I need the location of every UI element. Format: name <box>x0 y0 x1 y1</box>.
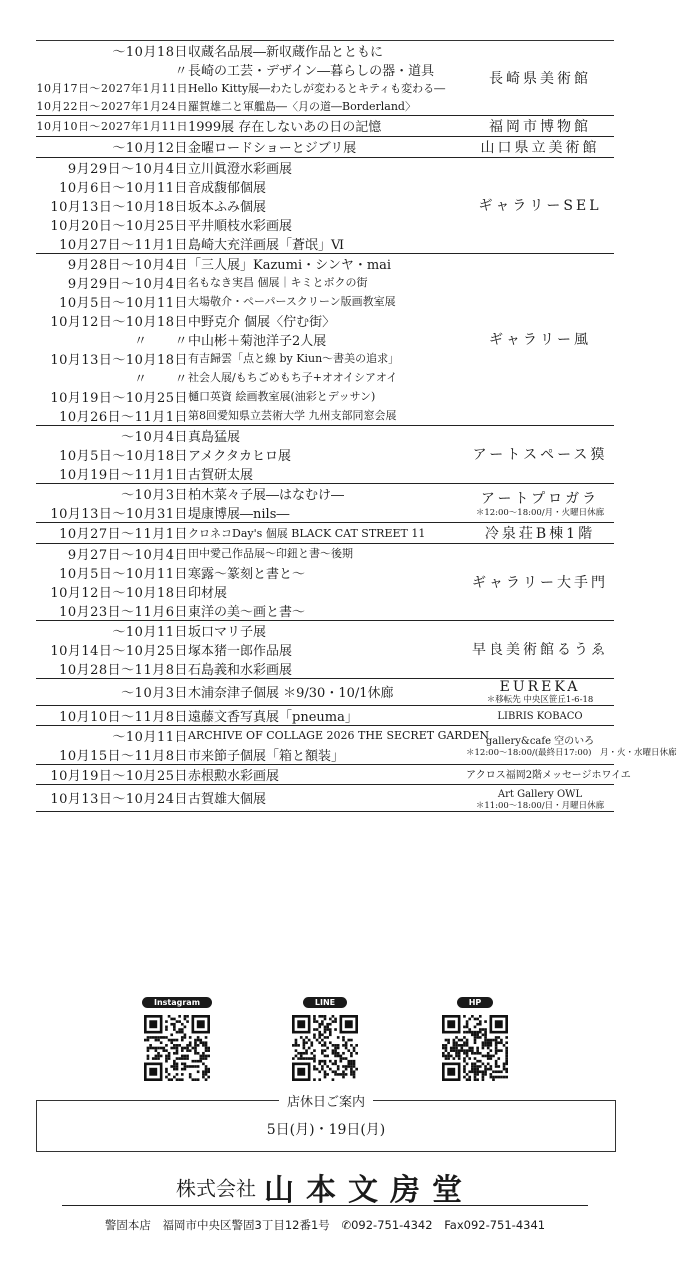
exhibition-dates: ～10月12日 <box>36 136 188 157</box>
exhibition-title: 柏木菜々子展―はなむけ― <box>188 487 345 503</box>
exhibition-title: 大場敬介・ペーパースクリーン版画教室展 <box>188 295 396 309</box>
exhibition-row <box>36 115 614 136</box>
exhibition-row <box>36 705 614 725</box>
exhibition-title: 中山彬＋菊池洋子2人展 <box>188 333 327 349</box>
exhibition-dates: 〃 〃 <box>133 333 188 349</box>
venue-cell <box>466 136 614 157</box>
exhibition-title: 東洋の美～画と書～ <box>188 601 466 621</box>
exhibition-title: 堤康博展―nils― <box>188 503 466 523</box>
venue-cell <box>466 705 614 725</box>
exhibition-dates: 10月10日～2027年1月11日 <box>36 115 188 136</box>
exhibition-title: 印材展 <box>188 585 228 601</box>
exhibition-title: 立川眞澄水彩画展 <box>188 161 293 177</box>
exhibition-title: 島崎大充洋画展「蒼氓」Ⅵ <box>188 234 466 254</box>
exhibition-dates: ～10月11日 <box>112 729 188 745</box>
venue-note: ＊12:00～18:00/月・火曜日休廊 <box>475 507 605 518</box>
qr-code-row <box>0 990 650 1080</box>
venue-cell <box>466 157 614 253</box>
venue-name: EUREKA <box>499 678 581 695</box>
exhibition-title: 坂本ふみ個展 <box>188 199 267 215</box>
exhibition-title: ARCHIVE OF COLLAGE 2026 THE SECRET GARDEN <box>188 728 490 742</box>
exhibition-dates: 10月26日～11月1日 <box>36 406 188 426</box>
exhibition-title: 音成馥郁個展 <box>188 180 267 196</box>
venue-note: ＊移転先 中央区笹丘1-6-18 <box>486 694 594 705</box>
venue-name: アクロス福岡2階メッセージホワイエ <box>466 770 631 782</box>
venue-name: 長崎県美術館 <box>489 70 591 87</box>
exhibition-dates: ～10月18日 <box>36 41 188 61</box>
exhibition-title: 中野克介 個展〈佇む街〉 <box>188 314 336 330</box>
exhibition-dates: 10月12日～10月18日 <box>50 314 188 330</box>
exhibition-dates: 10月5日～10月11日 <box>59 566 188 582</box>
phone-number[interactable]: ✆092-751-4342 <box>341 1218 433 1232</box>
venue-name: 山口県立美術館 <box>480 139 600 156</box>
venue-name: gallery&cafe 空のいろ <box>485 735 595 747</box>
exhibition-dates: ～10月11日 <box>112 624 188 640</box>
exhibition-row <box>36 725 614 745</box>
exhibition-dates: ～10月4日 <box>121 429 188 445</box>
venue-name: 早良美術館るうゑ <box>472 642 608 659</box>
exhibition-title: 金曜ロードショーとジブリ展 <box>188 136 466 157</box>
exhibition-title: 古賀研太展 <box>188 464 466 484</box>
exhibition-dates: 9月28日～10月4日 <box>67 257 188 273</box>
holiday-title: 店休日ご案内 <box>279 1095 373 1110</box>
exhibition-title: 石島義和水彩画展 <box>188 659 466 679</box>
exhibition-dates: 10月22日～2027年1月24日 <box>36 97 188 115</box>
venue-name: アートスペース獏 <box>472 447 608 464</box>
exhibition-title: 1999展 存在しないあの日の記憶 <box>188 115 466 136</box>
exhibition-table <box>36 40 677 812</box>
exhibition-dates: 10月5日～10月18日 <box>59 448 188 464</box>
exhibition-title: 「三人展」Kazumi・シンヤ・mai <box>188 257 392 273</box>
venue-name: Art Gallery OWL <box>497 788 583 800</box>
exhibition-dates: 10月28日～11月8日 <box>36 659 188 679</box>
exhibition-title: 名もなき実昌 個展｜キミとボクの街 <box>188 276 368 290</box>
exhibition-dates: 9月29日～10月4日 <box>67 161 188 177</box>
exhibition-dates: 10月19日～10月25日 <box>36 764 188 784</box>
exhibition-dates: 9月27日～10月4日 <box>67 547 188 563</box>
exhibition-row <box>36 764 614 784</box>
venue-cell <box>466 483 614 522</box>
venue-name: 福岡市博物館 <box>489 118 591 135</box>
venue-cell <box>466 764 631 784</box>
exhibition-title: Hello Kitty展―わたしが変わるとキティも変わる― <box>188 82 446 96</box>
venue-cell <box>466 678 614 705</box>
exhibition-title: 第8回愛知県立芸術大学 九州支部同窓会展 <box>188 406 466 426</box>
company-name <box>0 1165 650 1209</box>
exhibition-title: 赤根勲水彩画展 <box>188 764 466 784</box>
exhibition-title: 塚本猪一郎作品展 <box>188 643 293 659</box>
exhibition-dates: 10月20日～10月25日 <box>50 218 188 234</box>
exhibition-row <box>36 425 614 445</box>
qr-code-icon <box>144 1015 210 1081</box>
exhibition-title: 社会人展/もちごめもち子+オオイシアオイ <box>188 371 398 385</box>
exhibition-dates: 10月10日～11月8日 <box>36 705 188 725</box>
exhibition-listings <box>36 40 677 812</box>
exhibition-row <box>36 41 614 61</box>
qr-label-line: LINE <box>303 997 347 1008</box>
exhibition-dates: 10月27日～11月1日 <box>36 234 188 254</box>
exhibition-dates: 10月13日～10月31日 <box>36 503 188 523</box>
venue-cell <box>466 41 614 116</box>
store-address: 福岡市中央区警固3丁目12番1号 <box>162 1218 330 1232</box>
exhibition-title: クロネコDay's 個展 BLACK CAT STREET 11 <box>188 522 466 543</box>
exhibition-row <box>36 483 614 503</box>
exhibition-dates: 10月6日～10月11日 <box>59 180 188 196</box>
venue-name: アートプロガラ <box>480 490 600 507</box>
qr-hp[interactable] <box>435 990 515 1081</box>
venue-name: ギャラリー大手門 <box>472 574 608 591</box>
store-name: 警固本店 <box>104 1218 151 1232</box>
holiday-dates: 5日(月)・19日(月) <box>266 1122 386 1138</box>
exhibition-title: 真島猛展 <box>188 429 241 445</box>
exhibition-title: 古賀雄大個展 <box>188 784 466 811</box>
exhibition-title: 樋口英資 絵画教室展(油彩とデッサン) <box>188 390 376 404</box>
company-brand: 山本文房堂 <box>264 1173 474 1208</box>
venue-cell <box>466 253 614 425</box>
divider <box>62 1205 588 1206</box>
exhibition-title: 木浦奈津子個展 ＊9/30・10/1休廊 <box>188 678 466 705</box>
exhibition-title: 有吉歸雲「点と線 by Kiun～書美の追求」 <box>188 352 400 366</box>
qr-code-icon <box>442 1015 508 1081</box>
exhibition-dates: 10月27日～11月1日 <box>36 522 188 543</box>
venue-cell <box>466 115 614 136</box>
venue-cell <box>466 543 614 620</box>
qr-line[interactable] <box>285 990 365 1081</box>
venue-note: ＊11:00～18:00/日・月曜日休廊 <box>475 800 605 811</box>
exhibition-dates: 10月12日～10月18日 <box>50 585 188 601</box>
exhibition-dates: 10月19日～11月1日 <box>36 464 188 484</box>
exhibition-dates: 9月29日～10月4日 <box>67 276 188 292</box>
exhibition-dates: 10月17日～2027年1月11日 <box>36 82 188 96</box>
exhibition-dates: 10月13日～10月18日 <box>50 352 188 368</box>
venue-name: ギャラリー風 <box>489 332 591 349</box>
exhibition-dates: 10月19日～10月25日 <box>50 390 188 406</box>
exhibition-dates: 10月5日～10月11日 <box>59 295 188 311</box>
venue-note: ＊12:00～18:00/(最終日17:00) 月・火・水曜日休廊 <box>466 747 677 758</box>
address-line <box>0 1217 650 1233</box>
exhibition-title: 収蔵名品展―新収蔵作品とともに <box>188 41 466 61</box>
exhibition-title: アメクタカヒロ展 <box>188 448 291 464</box>
holiday-box <box>36 1095 616 1152</box>
exhibition-title: 市来節子個展「箱と額装」 <box>188 745 466 765</box>
exhibition-dates: 10月14日～10月25日 <box>50 643 188 659</box>
exhibition-row <box>36 543 614 563</box>
exhibition-dates: 〃 〃 <box>133 371 188 387</box>
exhibition-row <box>36 620 614 640</box>
exhibition-dates: 10月13日～10月24日 <box>36 784 188 811</box>
qr-label-hp: HP <box>457 997 494 1008</box>
exhibition-title: 遠藤文香写真展「pneuma」 <box>188 705 466 725</box>
exhibition-row <box>36 157 614 177</box>
exhibition-dates: 10月13日～10月18日 <box>50 199 188 215</box>
exhibition-row <box>36 253 614 273</box>
exhibition-dates: 〃 <box>174 64 188 79</box>
venue-cell <box>466 425 614 483</box>
exhibition-title: 平井順枝水彩画展 <box>188 218 293 234</box>
exhibition-dates: 10月23日～11月6日 <box>36 601 188 621</box>
exhibition-title: 坂口マリ子展 <box>188 624 267 640</box>
exhibition-dates: ～10月3日 <box>36 678 188 705</box>
venue-cell <box>466 784 614 811</box>
exhibition-row <box>36 522 614 543</box>
venue-cell <box>466 522 614 543</box>
exhibition-title: 羅賀雄二と軍艦島―〈月の道―Borderland〉 <box>188 97 466 115</box>
exhibition-title: 田中愛己作品展～印鈕と書～後期 <box>188 547 353 561</box>
exhibition-row <box>36 784 614 811</box>
venue-name: LIBRIS KOBACO <box>497 711 583 723</box>
company-prefix: 株式会社 <box>176 1176 256 1201</box>
venue-name: ギャラリーSEL <box>478 198 602 215</box>
exhibition-title: 長崎の工芸・デザイン―暮らしの器・道具 <box>188 64 435 79</box>
exhibition-title: 寒露～篆刻と書と～ <box>188 566 306 582</box>
exhibition-dates: 10月15日～11月8日 <box>36 745 188 765</box>
exhibition-dates: ～10月3日 <box>121 487 188 503</box>
qr-code-icon <box>292 1015 358 1081</box>
exhibition-row <box>36 136 614 157</box>
fax-number: Fax092-751-4341 <box>444 1218 546 1232</box>
venue-cell <box>466 620 614 678</box>
venue-name: 冷泉荘B棟1階 <box>484 525 596 542</box>
venue-cell <box>466 725 677 764</box>
qr-label-instagram: Instagram <box>142 997 212 1008</box>
exhibition-row <box>36 678 614 705</box>
qr-instagram[interactable] <box>137 990 217 1081</box>
